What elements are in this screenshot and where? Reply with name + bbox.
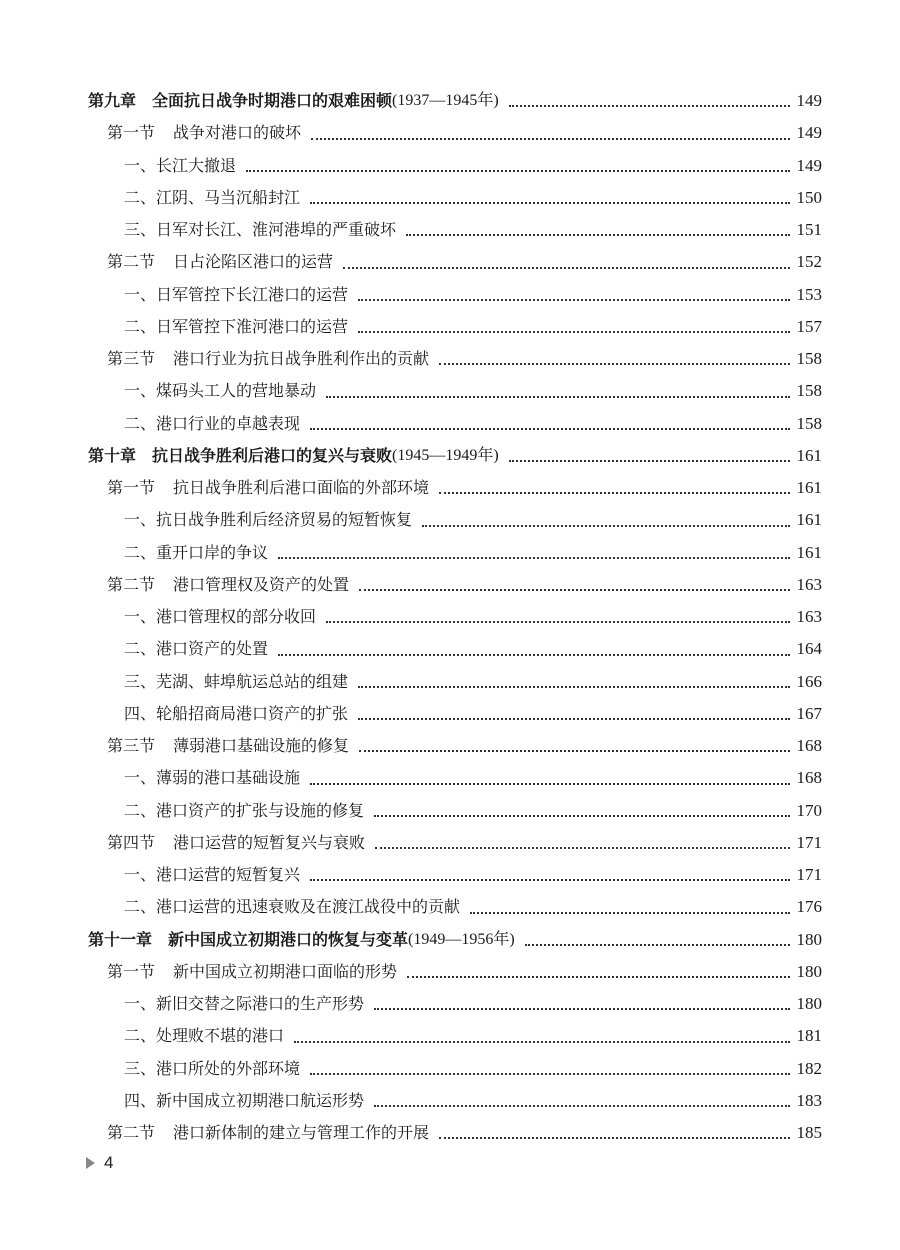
toc-entry-number: 一、 xyxy=(124,865,157,884)
toc-entry-number: 第十章 xyxy=(88,445,137,465)
toc-entry-number: 一、 xyxy=(124,155,157,175)
toc-page-number: 161 xyxy=(796,510,822,530)
toc-entry-number: 第四节 xyxy=(107,832,156,852)
dot-leader xyxy=(525,944,790,946)
toc-entry-title: 港口管理权的部分收回 xyxy=(156,607,317,626)
toc-entry-number: 二、 xyxy=(124,1026,157,1046)
toc-entry-title: 新中国成立初期港口航运形势 xyxy=(156,1090,365,1110)
toc-entry-title: 新旧交替之际港口的生产形势 xyxy=(156,994,365,1013)
toc-entry-number: 三、 xyxy=(124,671,157,691)
toc-entry-title: 港口行业为抗日战争胜利作出的贡献 xyxy=(173,349,430,368)
dot-leader xyxy=(343,267,790,269)
dot-leader xyxy=(439,492,790,494)
toc-entry-number: 四、 xyxy=(124,1090,157,1110)
triangle-marker-icon xyxy=(86,1157,95,1169)
toc-page-number: 158 xyxy=(796,381,822,401)
dot-leader xyxy=(310,879,790,881)
dot-leader xyxy=(374,1008,790,1010)
toc-entry-number: 三、 xyxy=(124,220,157,239)
toc-subsection-row[interactable] xyxy=(88,504,822,536)
toc-entry-title: 新中国成立初期港口面临的形势 xyxy=(173,961,398,981)
toc-page-number: 157 xyxy=(796,316,822,336)
toc-entry-number: 第三节 xyxy=(107,736,156,755)
toc-page-number: 167 xyxy=(796,703,822,723)
toc-page-number: 164 xyxy=(796,639,822,659)
page-footer xyxy=(86,1153,113,1173)
toc-page-number: 161 xyxy=(796,445,822,465)
toc-subsection-row[interactable] xyxy=(88,666,822,698)
toc-subsection-row[interactable] xyxy=(88,279,822,311)
toc-page-number: 149 xyxy=(796,91,822,110)
toc-subsection-row[interactable] xyxy=(88,633,822,665)
dot-leader xyxy=(358,718,790,720)
toc-entry-title: 抗日战争胜利后经济贸易的短暂恢复 xyxy=(156,510,413,530)
toc-entry-years: (1937—1945年) xyxy=(392,92,499,109)
toc-entry-title: 港口资产的扩张与设施的修复 xyxy=(156,800,365,820)
toc-entry-number: 第二节 xyxy=(107,574,156,594)
toc-entry-title: 港口运营的短暂复兴 xyxy=(156,865,301,884)
toc-subsection-row[interactable] xyxy=(88,988,822,1020)
toc-subsection-row[interactable] xyxy=(88,601,822,633)
dot-leader xyxy=(422,525,790,527)
toc-entry-title: 战争对港口的破坏 xyxy=(173,123,302,143)
toc-entry-number: 一、 xyxy=(124,381,157,401)
dot-leader xyxy=(326,396,790,398)
dot-leader xyxy=(406,234,790,236)
toc-entry-number: 二、 xyxy=(124,542,157,562)
toc-page-number: 161 xyxy=(796,478,822,497)
dot-leader xyxy=(358,331,790,333)
toc-section-row[interactable] xyxy=(88,956,822,988)
toc-page-number: 168 xyxy=(796,768,822,788)
toc-page-number: 149 xyxy=(796,123,822,143)
toc-subsection-row[interactable] xyxy=(88,214,822,246)
toc-entry-number: 一、 xyxy=(124,607,157,626)
toc-page-number: 180 xyxy=(796,994,822,1013)
toc-entry-title: 抗日战争胜利后港口的复兴与衰败 xyxy=(152,445,393,465)
dot-leader xyxy=(310,202,790,204)
toc-page-number: 171 xyxy=(796,865,822,884)
dot-leader xyxy=(374,815,790,817)
toc-entry-number: 第一节 xyxy=(107,123,156,143)
toc-entry-title: 薄弱的港口基础设施 xyxy=(156,768,301,788)
toc-chapter-row[interactable] xyxy=(88,440,822,472)
dot-leader xyxy=(509,105,790,107)
toc-subsection-row[interactable] xyxy=(88,537,822,569)
toc-entry-title: 日军对长江、淮河港埠的严重破坏 xyxy=(156,220,397,239)
toc-entry-number: 第九章 xyxy=(88,91,137,110)
dot-leader xyxy=(374,1105,790,1107)
dot-leader xyxy=(407,976,790,978)
toc-page-number: 182 xyxy=(796,1058,822,1078)
toc-section-row[interactable] xyxy=(88,1117,822,1149)
toc-entry-number: 一、 xyxy=(124,768,157,788)
toc-chapter-row[interactable] xyxy=(88,924,822,956)
page-number: 4 xyxy=(104,1153,114,1172)
toc-subsection-row[interactable] xyxy=(88,1085,822,1117)
dot-leader xyxy=(246,170,790,172)
toc-entry-number: 二、 xyxy=(124,639,157,659)
toc-entry-years: (1945—1949年) xyxy=(392,446,499,464)
toc-entry-title: 煤码头工人的营地暴动 xyxy=(156,381,317,401)
toc-entry-title: 轮船招商局港口资产的扩张 xyxy=(156,703,349,723)
dot-leader xyxy=(311,138,790,140)
toc-section-row[interactable] xyxy=(88,827,822,859)
toc-entry-number: 一、 xyxy=(124,510,157,530)
toc-section-row[interactable] xyxy=(88,117,822,149)
toc-entry-title: 港口资产的处置 xyxy=(156,639,269,659)
toc-subsection-row[interactable] xyxy=(88,182,822,214)
toc-entry-number: 第三节 xyxy=(107,349,156,368)
toc-entry-number: 一、 xyxy=(124,994,157,1013)
toc-page-number: 170 xyxy=(796,800,822,820)
toc-entry-number: 二、 xyxy=(124,187,157,207)
toc-entry-title: 港口行业的卓越表现 xyxy=(156,413,301,433)
dot-leader xyxy=(359,750,790,752)
toc-page-number: 180 xyxy=(796,929,822,949)
toc-page-number: 153 xyxy=(796,284,822,304)
dot-leader xyxy=(358,686,790,688)
toc-entry-title: 港口运营的短暂复兴与衰败 xyxy=(173,832,366,852)
toc-section-row[interactable] xyxy=(88,730,822,762)
toc-entry-title: 全面抗日战争时期港口的艰难困顿 xyxy=(152,91,393,110)
dot-leader xyxy=(358,299,790,301)
toc-entry-title: 港口所处的外部环境 xyxy=(156,1058,301,1078)
toc-subsection-row[interactable] xyxy=(88,762,822,794)
toc-entry-title: 日军管控下长江港口的运营 xyxy=(156,284,349,304)
dot-leader xyxy=(359,589,790,591)
toc-entry-title: 港口管理权及资产的处置 xyxy=(173,574,350,594)
table-of-contents xyxy=(88,85,822,1149)
toc-subsection-row[interactable] xyxy=(88,859,822,891)
dot-leader xyxy=(310,1073,790,1075)
toc-page-number: 183 xyxy=(796,1090,822,1110)
toc-page-number: 168 xyxy=(796,736,822,755)
dot-leader xyxy=(326,621,790,623)
toc-entry-number: 第十一章 xyxy=(88,929,153,949)
toc-entry-number: 第二节 xyxy=(107,252,156,272)
toc-page-number: 166 xyxy=(796,671,822,691)
dot-leader xyxy=(375,847,790,849)
dot-leader xyxy=(310,428,790,430)
toc-entry-title: 江阴、马当沉船封江 xyxy=(156,187,301,207)
toc-entry-number: 三、 xyxy=(124,1058,157,1078)
toc-entry-number: 二、 xyxy=(124,897,157,917)
toc-subsection-row[interactable] xyxy=(88,891,822,923)
toc-entry-number: 二、 xyxy=(124,800,157,820)
toc-page-number: 158 xyxy=(796,349,822,368)
toc-entry-title: 重开口岸的争议 xyxy=(156,542,269,562)
toc-page-number: 180 xyxy=(796,961,822,981)
dot-leader xyxy=(294,1041,790,1043)
dot-leader xyxy=(509,460,790,462)
toc-entry-title: 薄弱港口基础设施的修复 xyxy=(173,736,350,755)
dot-leader xyxy=(310,783,790,785)
toc-section-row[interactable] xyxy=(88,246,822,278)
toc-entry-title: 长江大撤退 xyxy=(156,155,237,175)
toc-page-number: 158 xyxy=(796,413,822,433)
toc-section-row[interactable] xyxy=(88,472,822,504)
toc-page-number: 181 xyxy=(796,1026,822,1046)
toc-entry-title: 新中国成立初期港口的恢复与变革 xyxy=(168,929,409,949)
dot-leader xyxy=(278,654,790,656)
toc-entry-number: 二、 xyxy=(124,316,157,336)
toc-subsection-row[interactable] xyxy=(88,698,822,730)
toc-subsection-row[interactable] xyxy=(88,311,822,343)
toc-entry-title: 港口运营的迅速衰败及在渡江战役中的贡献 xyxy=(156,897,461,917)
toc-entry-title: 日占沦陷区港口的运营 xyxy=(173,252,334,272)
toc-subsection-row[interactable] xyxy=(88,795,822,827)
toc-page-number: 152 xyxy=(796,252,822,272)
toc-page-number: 185 xyxy=(796,1123,822,1142)
toc-page-number: 163 xyxy=(796,574,822,594)
toc-entry-number: 一、 xyxy=(124,284,157,304)
toc-subsection-row[interactable] xyxy=(88,1020,822,1052)
toc-page-number: 150 xyxy=(796,187,822,207)
toc-entry-title: 日军管控下淮河港口的运营 xyxy=(156,316,349,336)
toc-subsection-row[interactable] xyxy=(88,375,822,407)
toc-entry-title: 处理败不堪的港口 xyxy=(156,1026,285,1046)
dot-leader xyxy=(470,912,790,914)
toc-page-number: 176 xyxy=(796,897,822,917)
toc-page-number: 149 xyxy=(796,155,822,175)
toc-entry-title: 抗日战争胜利后港口面临的外部环境 xyxy=(173,478,430,497)
toc-page-number: 171 xyxy=(796,832,822,852)
toc-section-row[interactable] xyxy=(88,569,822,601)
toc-subsection-row[interactable] xyxy=(88,150,822,182)
toc-entry-years: (1949—1956年) xyxy=(408,930,515,948)
toc-entry-number: 第一节 xyxy=(107,961,156,981)
toc-subsection-row[interactable] xyxy=(88,408,822,440)
toc-chapter-row[interactable] xyxy=(88,85,822,117)
toc-page-number: 161 xyxy=(796,542,822,562)
toc-entry-title: 芜湖、蚌埠航运总站的组建 xyxy=(156,671,349,691)
toc-page-number: 163 xyxy=(796,607,822,626)
toc-entry-title: 港口新体制的建立与管理工作的开展 xyxy=(173,1123,430,1142)
dot-leader xyxy=(278,557,790,559)
toc-page-number: 151 xyxy=(796,220,822,239)
dot-leader xyxy=(439,363,790,365)
toc-entry-number: 第一节 xyxy=(107,478,156,497)
dot-leader xyxy=(439,1137,790,1139)
toc-subsection-row[interactable] xyxy=(88,1053,822,1085)
toc-entry-number: 第二节 xyxy=(107,1123,156,1142)
toc-entry-number: 四、 xyxy=(124,703,157,723)
toc-entry-number: 二、 xyxy=(124,413,157,433)
toc-section-row[interactable] xyxy=(88,343,822,375)
